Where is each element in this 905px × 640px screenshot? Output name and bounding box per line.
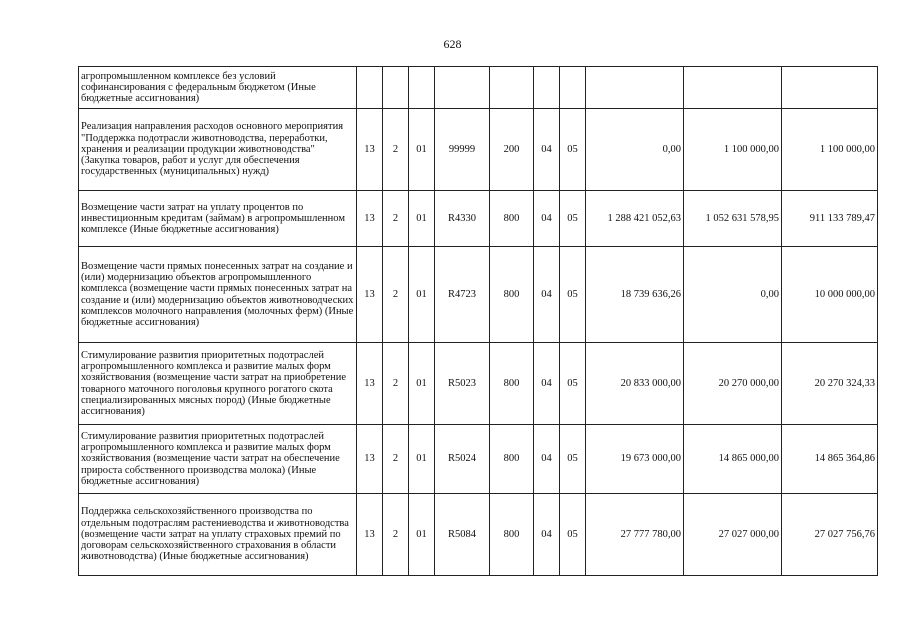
amount-year-2-cell [684, 67, 782, 109]
row-description: Стимулирование развития приоритетных подотраслей агропромышленного комплекса и развитие малых форм хозяйствования (возмещение части затрат на приобретение товарного маточного поголовья крупного рогатого скота специализированных мясных пород) (Иные бюджетные ассигнования) [79, 343, 357, 425]
section-cell [534, 67, 560, 109]
subprogram-code-cell: 2 [383, 247, 409, 343]
measure-code-cell [409, 67, 435, 109]
target-code-cell: R5023 [435, 343, 490, 425]
subprogram-code-cell: 2 [383, 191, 409, 247]
subsection-cell: 05 [560, 343, 586, 425]
measure-code-cell: 01 [409, 109, 435, 191]
subprogram-code-cell: 2 [383, 494, 409, 576]
subprogram-code-cell: 2 [383, 425, 409, 494]
target-code-cell: R5084 [435, 494, 490, 576]
amount-year-2-cell: 1 052 631 578,95 [684, 191, 782, 247]
subprogram-code-cell: 2 [383, 109, 409, 191]
subprogram-code-cell: 2 [383, 343, 409, 425]
expense-type-cell: 200 [490, 109, 534, 191]
table-row [79, 247, 878, 343]
section-cell: 04 [534, 247, 560, 343]
amount-year-3-cell: 1 100 000,00 [782, 109, 878, 191]
target-code-cell: R4723 [435, 247, 490, 343]
target-code-cell: 99999 [435, 109, 490, 191]
subsection-cell: 05 [560, 494, 586, 576]
amount-year-1-cell: 0,00 [586, 109, 684, 191]
program-code-cell: 13 [357, 247, 383, 343]
expense-type-cell: 800 [490, 425, 534, 494]
amount-year-2-cell: 1 100 000,00 [684, 109, 782, 191]
expense-type-cell: 800 [490, 191, 534, 247]
section-cell: 04 [534, 343, 560, 425]
amount-year-1-cell: 1 288 421 052,63 [586, 191, 684, 247]
expense-type-cell: 800 [490, 343, 534, 425]
row-description: агропромышленном комплексе без условий софинансирования с федеральным бюджетом (Иные бюджетные ассигнования) [79, 67, 357, 109]
measure-code-cell: 01 [409, 343, 435, 425]
expense-type-cell: 800 [490, 247, 534, 343]
budget-table [78, 66, 878, 576]
section-cell: 04 [534, 494, 560, 576]
amount-year-1-cell: 19 673 000,00 [586, 425, 684, 494]
amount-year-1-cell [586, 67, 684, 109]
amount-year-3-cell: 20 270 324,33 [782, 343, 878, 425]
amount-year-2-cell: 14 865 000,00 [684, 425, 782, 494]
measure-code-cell: 01 [409, 425, 435, 494]
amount-year-1-cell: 20 833 000,00 [586, 343, 684, 425]
program-code-cell: 13 [357, 109, 383, 191]
amount-year-3-cell: 27 027 756,76 [782, 494, 878, 576]
subsection-cell: 05 [560, 109, 586, 191]
amount-year-3-cell: 911 133 789,47 [782, 191, 878, 247]
subsection-cell: 05 [560, 425, 586, 494]
expense-type-cell: 800 [490, 494, 534, 576]
subsection-cell: 05 [560, 191, 586, 247]
row-description: Поддержка сельскохозяйственного производства по отдельным подотраслям растениеводства и животноводства (возмещение части затрат на уплату страховых премий по договорам сельскохозяйственного страхования в области животноводства) (Иные бюджетные ассигнования) [79, 494, 357, 576]
program-code-cell: 13 [357, 425, 383, 494]
measure-code-cell: 01 [409, 494, 435, 576]
subsection-cell [560, 67, 586, 109]
row-description: Возмещение части затрат на уплату процентов по инвестиционным кредитам (займам) в агропромышленном комплексе (Иные бюджетные ассигнования) [79, 191, 357, 247]
table-row [79, 494, 878, 576]
program-code-cell: 13 [357, 494, 383, 576]
subsection-cell: 05 [560, 247, 586, 343]
measure-code-cell: 01 [409, 191, 435, 247]
program-code-cell [357, 67, 383, 109]
amount-year-2-cell: 0,00 [684, 247, 782, 343]
target-code-cell: R5024 [435, 425, 490, 494]
amount-year-3-cell [782, 67, 878, 109]
row-description: Реализация направления расходов основного мероприятия "Поддержка подотрасли животноводства, переработки, хранения и реализации продукции животноводства" (Закупка товаров, работ и услуг для обеспечения государственных (муниципальных) нужд) [79, 109, 357, 191]
subprogram-code-cell [383, 67, 409, 109]
table-row [79, 343, 878, 425]
program-code-cell: 13 [357, 343, 383, 425]
table-row [79, 67, 878, 109]
amount-year-2-cell: 27 027 000,00 [684, 494, 782, 576]
table-row [79, 191, 878, 247]
amount-year-3-cell: 10 000 000,00 [782, 247, 878, 343]
table-row [79, 425, 878, 494]
target-code-cell [435, 67, 490, 109]
target-code-cell: R4330 [435, 191, 490, 247]
amount-year-1-cell: 27 777 780,00 [586, 494, 684, 576]
section-cell: 04 [534, 425, 560, 494]
table-row [79, 109, 878, 191]
amount-year-3-cell: 14 865 364,86 [782, 425, 878, 494]
row-description: Стимулирование развития приоритетных подотраслей агропромышленного комплекса и развитие малых форм хозяйствования (возмещение части затрат на обеспечение прироста собственного производства молока) (Иные бюджетные ассигнования) [79, 425, 357, 494]
section-cell: 04 [534, 109, 560, 191]
row-description: Возмещение части прямых понесенных затрат на создание и (или) модернизацию объектов агропромышленного комплекса (возмещение части прямых понесенных затрат на создание и (или) модернизацию объектов животноводческих комплексов молочного направления (молочных ферм) (Иные бюджетные ассигнования) [79, 247, 357, 343]
page-number: 628 [443, 37, 462, 51]
amount-year-2-cell: 20 270 000,00 [684, 343, 782, 425]
measure-code-cell: 01 [409, 247, 435, 343]
amount-year-1-cell: 18 739 636,26 [586, 247, 684, 343]
program-code-cell: 13 [357, 191, 383, 247]
expense-type-cell [490, 67, 534, 109]
section-cell: 04 [534, 191, 560, 247]
